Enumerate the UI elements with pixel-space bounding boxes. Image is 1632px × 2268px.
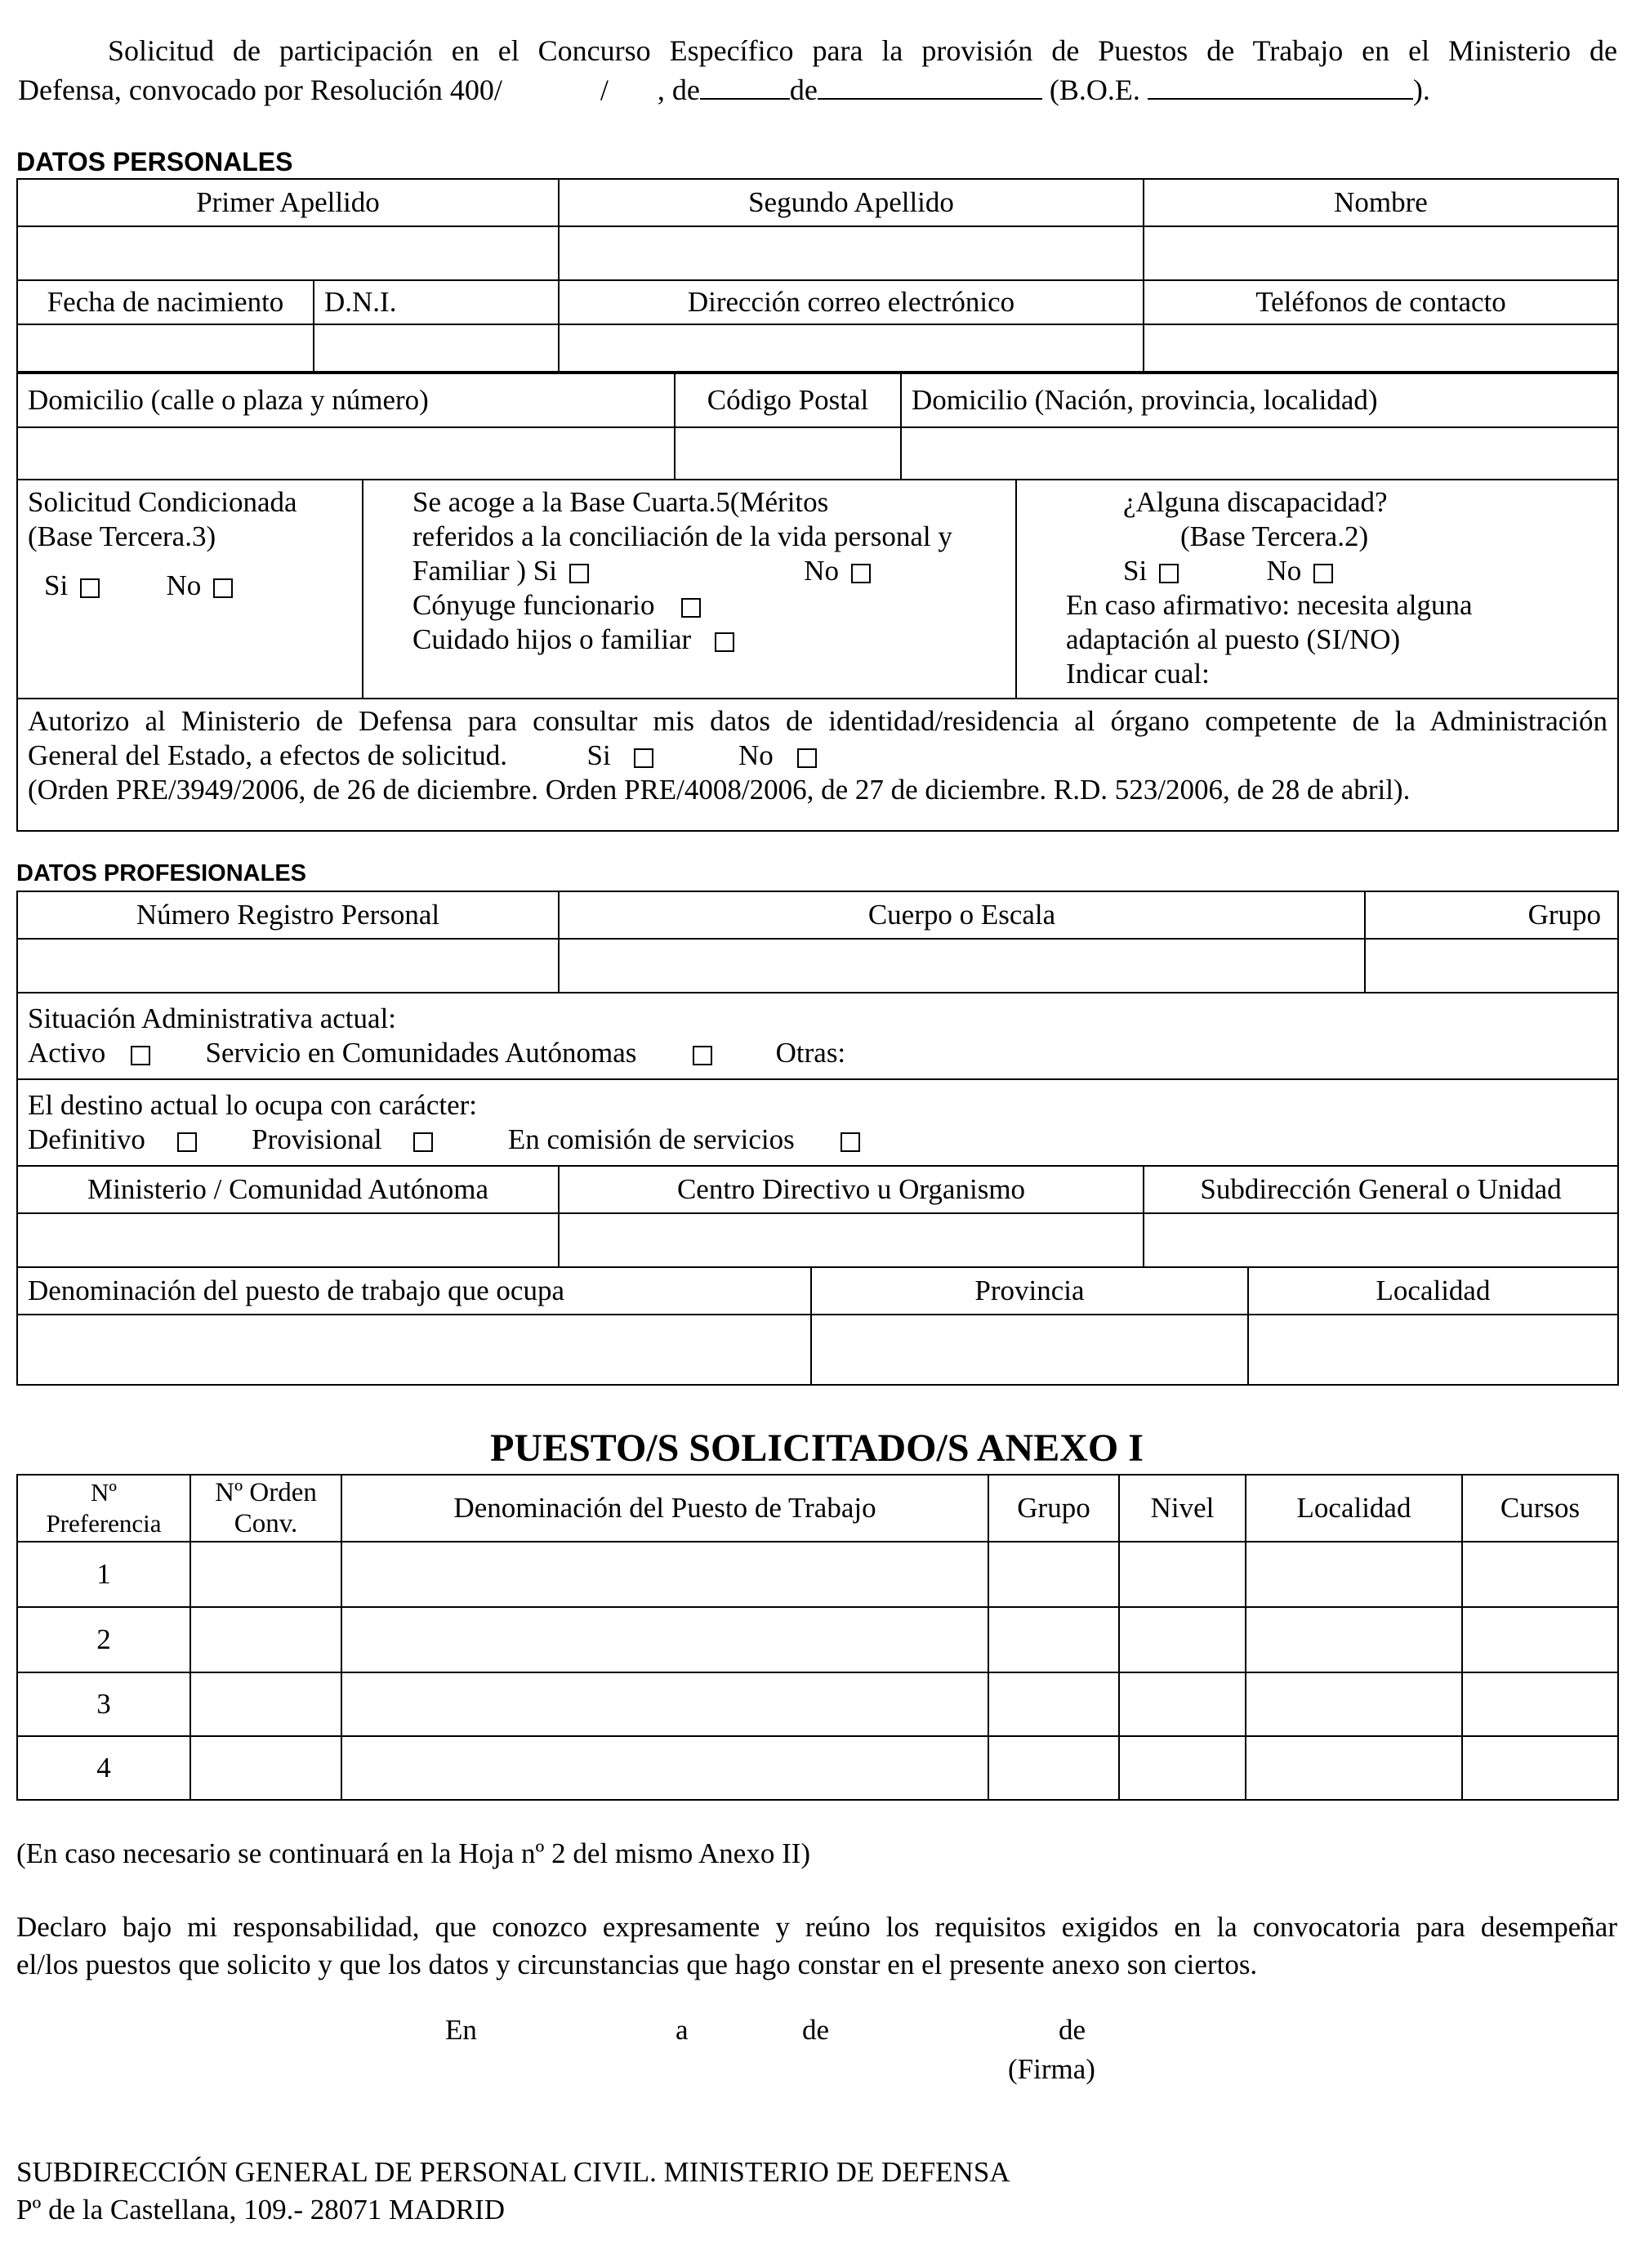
cursos-field[interactable] bbox=[1462, 1672, 1618, 1736]
table-row bbox=[17, 1542, 1618, 1607]
destino-cell bbox=[17, 1079, 1618, 1166]
comision-label: En comisión de servicios bbox=[507, 1123, 795, 1155]
localidad-puesto-field[interactable] bbox=[1246, 1672, 1462, 1736]
grupo-puesto-field[interactable] bbox=[988, 1607, 1119, 1672]
servicio-ca-checkbox[interactable] bbox=[693, 1046, 712, 1065]
header-orden-2: Conv. bbox=[234, 1509, 298, 1538]
base-no-checkbox[interactable] bbox=[851, 564, 871, 583]
cuidado-checkbox[interactable] bbox=[715, 632, 734, 652]
header-orden bbox=[190, 1475, 341, 1542]
grupo-puesto-field[interactable] bbox=[988, 1542, 1119, 1607]
autorizo-no-checkbox[interactable] bbox=[797, 748, 817, 768]
primer-apellido-field[interactable] bbox=[17, 226, 559, 280]
disc-label-1: ¿Alguna discapacidad? bbox=[1123, 486, 1388, 518]
provisional-checkbox[interactable] bbox=[413, 1132, 433, 1152]
destino-label: El destino actual lo ocupa con carácter: bbox=[28, 1089, 478, 1121]
ministerio-field[interactable] bbox=[17, 1213, 559, 1267]
nombre-field[interactable] bbox=[1144, 226, 1618, 280]
base-no-label: No bbox=[804, 555, 839, 587]
puestos-table bbox=[16, 1474, 1619, 1801]
month-field[interactable] bbox=[818, 70, 1042, 100]
fecha-nacimiento-label: Fecha de nacimiento bbox=[17, 280, 314, 324]
comision-checkbox[interactable] bbox=[841, 1132, 860, 1152]
boe-field[interactable] bbox=[1148, 70, 1413, 100]
resolucion-year-field[interactable] bbox=[609, 72, 658, 100]
header-grupo: Grupo bbox=[988, 1475, 1119, 1542]
professional-table-1 bbox=[16, 891, 1619, 1167]
declaracion-line-2: el/los puestos que solicito y que los datos y circunstancias que hago constar en el presente anexo son ciertos. bbox=[16, 1949, 1258, 1980]
intro-text bbox=[18, 31, 1617, 109]
provincia-field[interactable] bbox=[811, 1315, 1248, 1385]
intro-resolucion: Defensa, convocado por Resolución 400/ bbox=[18, 74, 502, 106]
nivel-field[interactable] bbox=[1119, 1607, 1246, 1672]
header-preferencia bbox=[17, 1475, 190, 1542]
autorizo-line-1: Autorizo al Ministerio de Defensa para consultar mis datos de identidad/residencia al órgano competente de la Administración bbox=[28, 705, 1607, 737]
condicionada-label-1: Solicitud Condicionada bbox=[28, 486, 297, 518]
situacion-cell bbox=[17, 993, 1618, 1079]
base-si-checkbox[interactable] bbox=[569, 564, 589, 583]
orden-field[interactable] bbox=[190, 1736, 341, 1800]
table-row bbox=[17, 1736, 1618, 1800]
grupo-puesto-field[interactable] bbox=[988, 1672, 1119, 1736]
disc-label-2: (Base Tercera.2) bbox=[1180, 520, 1369, 552]
condicionada-no-label: No bbox=[166, 569, 202, 601]
declaracion bbox=[16, 1909, 1617, 1984]
localidad-puesto-field[interactable] bbox=[1246, 1542, 1462, 1607]
professional-table-3 bbox=[16, 1266, 1619, 1386]
intro-line-2 bbox=[18, 70, 1617, 109]
domicilio-field[interactable] bbox=[17, 427, 675, 480]
telefonos-field[interactable] bbox=[1144, 324, 1618, 372]
localidad-puesto-field[interactable] bbox=[1246, 1607, 1462, 1672]
condicionada-no-checkbox[interactable] bbox=[213, 578, 233, 598]
denominacion-puesto-field[interactable] bbox=[341, 1736, 988, 1800]
condicionada-label-2: (Base Tercera.3) bbox=[28, 520, 216, 552]
firma-label: (Firma) bbox=[1008, 2053, 1095, 2085]
autorizo-line-2: General del Estado, a efectos de solicitud. bbox=[28, 739, 508, 771]
orden-field[interactable] bbox=[190, 1542, 341, 1607]
intro-line-1: Solicitud de participación en el Concurso Específico para la provisión de Puestos de Trabajo en el Ministerio de bbox=[108, 34, 1617, 67]
primer-apellido-label: Primer Apellido bbox=[17, 179, 559, 226]
row-number: 3 bbox=[17, 1672, 190, 1736]
professional-table-2 bbox=[16, 1165, 1619, 1268]
dni-label: D.N.I. bbox=[314, 280, 559, 324]
autorizo-cell bbox=[17, 699, 1618, 831]
base-label-2: referidos a la conciliación de la vida personal y bbox=[412, 520, 952, 552]
intro-slash: / bbox=[600, 74, 609, 106]
disc-si-label: Si bbox=[1123, 555, 1148, 587]
header-cursos: Cursos bbox=[1462, 1475, 1618, 1542]
servicio-ca-label: Servicio en Comunidades Autónomas bbox=[205, 1037, 637, 1069]
orden-field[interactable] bbox=[190, 1672, 341, 1736]
dni-field[interactable] bbox=[314, 324, 559, 372]
base-label-3: Familiar ) Si bbox=[412, 555, 557, 587]
personal-table-4 bbox=[16, 479, 1619, 832]
resolucion-number-field[interactable] bbox=[502, 72, 600, 100]
denominacion-puesto-field[interactable] bbox=[341, 1672, 988, 1736]
activo-checkbox[interactable] bbox=[131, 1046, 150, 1065]
definitivo-label: Definitivo bbox=[28, 1123, 145, 1155]
disc-no-checkbox[interactable] bbox=[1313, 564, 1333, 583]
personal-table-2 bbox=[16, 279, 1619, 373]
intro-comma-de: , de bbox=[657, 74, 700, 106]
header-orden-1: Nº Orden bbox=[215, 1478, 317, 1507]
cursos-field[interactable] bbox=[1462, 1542, 1618, 1607]
denominacion-field[interactable] bbox=[17, 1315, 811, 1385]
subdireccion-line-2: Pº de la Castellana, 109.- 28071 MADRID bbox=[16, 2194, 505, 2226]
cuerpo-field[interactable] bbox=[559, 939, 1365, 993]
fecha-nacimiento-field[interactable] bbox=[17, 324, 314, 372]
cuerpo-label: Cuerpo o Escala bbox=[559, 891, 1365, 939]
grupo-puesto-field[interactable] bbox=[988, 1736, 1119, 1800]
localidad-label: Localidad bbox=[1248, 1267, 1618, 1315]
lugar-de-2: de bbox=[1059, 2014, 1086, 2046]
lugar-de-1: de bbox=[802, 2014, 830, 2046]
puestos-title: PUESTO/S SOLICITADO/S ANEXO I bbox=[490, 1426, 1144, 1470]
conyuge-label: Cónyuge funcionario bbox=[412, 589, 655, 621]
nivel-field[interactable] bbox=[1119, 1672, 1246, 1736]
otras-label: Otras: bbox=[775, 1037, 846, 1069]
provincia-label: Provincia bbox=[811, 1267, 1248, 1315]
intro-de: de bbox=[789, 74, 818, 106]
cursos-field[interactable] bbox=[1462, 1736, 1618, 1800]
personal-section-title: DATOS PERSONALES bbox=[16, 147, 293, 176]
discapacidad-cell bbox=[1016, 480, 1618, 699]
row-number: 4 bbox=[17, 1736, 190, 1800]
segundo-apellido-label: Segundo Apellido bbox=[559, 179, 1144, 226]
autorizo-no-label: No bbox=[738, 739, 774, 771]
orden-field[interactable] bbox=[190, 1607, 341, 1672]
condicionada-si-label: Si bbox=[44, 569, 69, 601]
subdireccion-field[interactable] bbox=[1144, 1213, 1618, 1267]
nivel-field[interactable] bbox=[1119, 1736, 1246, 1800]
header-nivel: Nivel bbox=[1119, 1475, 1246, 1542]
ministerio-label: Ministerio / Comunidad Autónoma bbox=[17, 1166, 559, 1213]
disc-label-3: En caso afirmativo: necesita alguna bbox=[1066, 589, 1473, 621]
header-preferencia-1: Nº bbox=[91, 1478, 117, 1507]
cursos-field[interactable] bbox=[1462, 1607, 1618, 1672]
conyuge-checkbox[interactable] bbox=[681, 598, 701, 618]
centro-label: Centro Directivo u Organismo bbox=[559, 1166, 1144, 1213]
autorizo-si-checkbox[interactable] bbox=[634, 748, 653, 768]
nrp-label: Número Registro Personal bbox=[17, 891, 559, 939]
day-field[interactable] bbox=[700, 70, 790, 100]
intro-boe: (B.O.E. bbox=[1049, 74, 1140, 106]
disc-label-4: adaptación al puesto (SI/NO) bbox=[1066, 623, 1401, 655]
row-number: 2 bbox=[17, 1607, 190, 1672]
disc-label-5: Indicar cual: bbox=[1066, 658, 1210, 690]
disc-si-checkbox[interactable] bbox=[1159, 564, 1179, 583]
header-preferencia-2: Preferencia bbox=[46, 1509, 162, 1538]
base-label-1: Se acoge a la Base Cuarta.5(Méritos bbox=[412, 486, 829, 518]
intro-close: ). bbox=[1412, 74, 1430, 106]
subdireccion-label: Subdirección General o Unidad bbox=[1144, 1166, 1618, 1213]
condicionada-cell bbox=[17, 480, 363, 699]
grupo-field[interactable] bbox=[1365, 939, 1618, 993]
personal-table-1 bbox=[16, 178, 1619, 281]
declaracion-line-1: Declaro bajo mi responsabilidad, que conozco expresamente y reúno los requisitos exigidos en la convocatoria para desempeñar bbox=[16, 1911, 1617, 1943]
email-label: Dirección correo electrónico bbox=[559, 280, 1144, 324]
definitivo-checkbox[interactable] bbox=[177, 1132, 197, 1152]
subdireccion-line-1: SUBDIRECCIÓN GENERAL DE PERSONAL CIVIL. MINISTERIO DE DEFENSA bbox=[16, 2156, 1010, 2188]
continuacion-note: (En caso necesario se continuará en la Hoja nº 2 del mismo Anexo II) bbox=[16, 1837, 811, 1869]
personal-table-3 bbox=[16, 373, 1619, 480]
domicilio-label: Domicilio (calle o plaza y número) bbox=[17, 373, 675, 427]
denominacion-puesto-field[interactable] bbox=[341, 1542, 988, 1607]
centro-field[interactable] bbox=[559, 1213, 1144, 1267]
subdireccion-footer bbox=[16, 2154, 1010, 2229]
professional-section-title: DATOS PROFESIONALES bbox=[16, 860, 307, 886]
autorizo-si-label: Si bbox=[586, 739, 611, 771]
table-row bbox=[17, 1672, 1618, 1736]
cuidado-label: Cuidado hijos o familiar bbox=[412, 623, 692, 655]
email-field[interactable] bbox=[559, 324, 1144, 372]
condicionada-si-checkbox[interactable] bbox=[80, 578, 100, 598]
row-number: 1 bbox=[17, 1542, 190, 1607]
localidad-puesto-field[interactable] bbox=[1246, 1736, 1462, 1800]
nrp-field[interactable] bbox=[17, 939, 559, 993]
codigo-postal-field[interactable] bbox=[675, 427, 901, 480]
provisional-label: Provisional bbox=[252, 1123, 382, 1155]
localidad-field[interactable] bbox=[1248, 1315, 1618, 1385]
domicilio-nacion-label: Domicilio (Nación, provincia, localidad) bbox=[901, 373, 1618, 427]
telefonos-label: Teléfonos de contacto bbox=[1144, 280, 1618, 324]
autorizo-line-3: (Orden PRE/3949/2006, de 26 de diciembre. Orden PRE/4008/2006, de 27 de diciembre. R.D. 523/2006, de 28 de abril). bbox=[28, 774, 1411, 806]
header-localidad: Localidad bbox=[1246, 1475, 1462, 1542]
base-cuarta-cell bbox=[363, 480, 1016, 699]
situacion-label: Situación Administrativa actual: bbox=[28, 1002, 397, 1034]
denominacion-puesto-field[interactable] bbox=[341, 1607, 988, 1672]
lugar-en: En bbox=[445, 2014, 477, 2046]
activo-label: Activo bbox=[28, 1037, 106, 1069]
lugar-a: a bbox=[676, 2014, 689, 2046]
nombre-label: Nombre bbox=[1144, 179, 1618, 226]
nivel-field[interactable] bbox=[1119, 1542, 1246, 1607]
grupo-label: Grupo bbox=[1365, 891, 1618, 939]
codigo-postal-label: Código Postal bbox=[675, 373, 901, 427]
denominacion-label: Denominación del puesto de trabajo que ocupa bbox=[17, 1267, 811, 1315]
table-row bbox=[17, 1607, 1618, 1672]
segundo-apellido-field[interactable] bbox=[559, 226, 1144, 280]
header-denominacion: Denominación del Puesto de Trabajo bbox=[341, 1475, 988, 1542]
disc-no-label: No bbox=[1266, 555, 1302, 587]
domicilio-nacion-field[interactable] bbox=[901, 427, 1618, 480]
